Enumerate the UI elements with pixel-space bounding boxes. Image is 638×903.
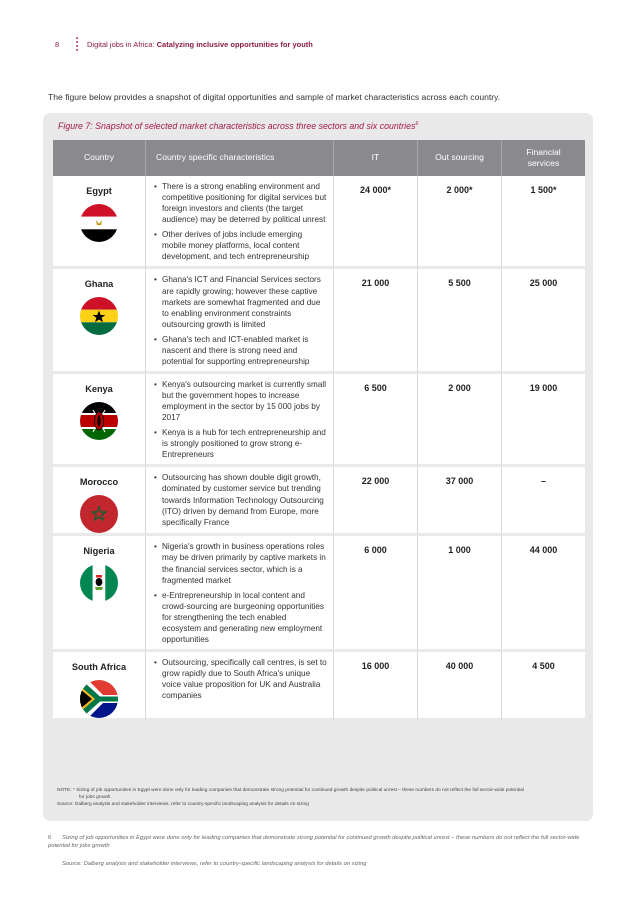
- characteristics-cell: [146, 536, 334, 652]
- table-row: [53, 652, 585, 721]
- nigeria-flag-icon: [80, 564, 118, 602]
- bullet-icon: •: [154, 590, 157, 600]
- it-jobs-cell: 6 000: [334, 536, 418, 652]
- page-footnote: [48, 834, 593, 868]
- it-jobs-cell: 24 000*: [334, 176, 418, 269]
- table-row: [53, 536, 585, 652]
- market-table: [53, 140, 585, 721]
- country-name: Morocco: [79, 477, 119, 488]
- financial-jobs-cell: 25 000: [502, 269, 585, 374]
- bullet-icon: •: [154, 657, 157, 667]
- outsourcing-jobs-cell: 40 000: [418, 652, 502, 721]
- outsourcing-jobs-cell: 2 000*: [418, 176, 502, 269]
- it-jobs-cell: 21 000: [334, 269, 418, 374]
- country-cell: [53, 467, 146, 536]
- country-name: Ghana: [84, 279, 114, 290]
- country-cell: [53, 176, 146, 269]
- footnote-text: Sizing of job opportunities in Egypt were done only for leading companies that demonstrate strong potential for continued growth despite political unrest – these numbers do not reflect the full sector-wide potential for jobs growth: [48, 835, 580, 850]
- egypt-flag-icon: [80, 204, 118, 242]
- bullet-text: Ghana's tech and ICT-enabled market is nascent and there is strong need and potential for supporting entrepreneurship: [162, 334, 310, 366]
- financial-jobs-cell: 44 000: [502, 536, 585, 652]
- dots-divider-icon: [69, 36, 87, 52]
- note-line: NOTE: * Sizing of job opportunities in Egypt were done only for leading companies that demonstrate strong potential for continued growth despite political unrest – these numbers do not reflect the full sector-wide potential: [57, 788, 524, 793]
- bullet-item: [154, 229, 327, 262]
- country-cell: [53, 536, 146, 652]
- header-it: IT: [334, 140, 418, 176]
- bullet-icon: •: [154, 334, 157, 344]
- bullet-icon: •: [154, 275, 157, 285]
- outsourcing-jobs-cell: 1 000: [418, 536, 502, 652]
- note-source: Source: Dalberg analysis and stakeholder interviews, refer to country-specific landscaping analysis for details on sizing: [57, 802, 309, 808]
- header-outsourcing-text: Out sourcing: [435, 152, 484, 163]
- bullet-icon: •: [154, 542, 157, 552]
- country-cell: [53, 652, 146, 721]
- note-line: for jobs growth: [79, 795, 111, 801]
- characteristics-cell: [146, 467, 334, 536]
- it-jobs-cell: 16 000: [334, 652, 418, 721]
- south-africa-flag-icon: [80, 680, 118, 718]
- bullet-icon: •: [154, 230, 157, 240]
- country-cell: [53, 269, 146, 374]
- figure-title-text: Figure 7: Snapshot of selected market characteristics across three sectors and six countries: [58, 121, 416, 131]
- bullet-text: Ghana's ICT and Financial Services sectors are rapidly growing; however these captive markets are somewhat fragmented and due to enabling environment constraints outsourcing growth is limited: [162, 275, 321, 329]
- financial-jobs-cell: 19 000: [502, 374, 585, 467]
- financial-jobs-cell: 1 500*: [502, 176, 585, 269]
- bullet-icon: •: [154, 182, 157, 191]
- morocco-flag-icon: [80, 495, 118, 533]
- footnote-number: 6: [48, 835, 52, 841]
- table-row: [53, 374, 585, 467]
- kenya-flag-icon: [80, 402, 118, 440]
- bullet-item: [154, 590, 327, 645]
- table-header-row: [53, 140, 585, 176]
- document-title: [87, 40, 313, 49]
- bullet-text: Outsourcing, specifically call centres, is set to grow rapidly due to South Africa's unique voice value proposition for UK and Australia companies: [162, 657, 327, 701]
- characteristics-cell: [146, 374, 334, 467]
- bullet-item: [154, 379, 327, 423]
- header-financial: [502, 140, 585, 176]
- bullet-item: [154, 657, 327, 701]
- bullet-item: [154, 334, 327, 367]
- page-header: [55, 36, 313, 52]
- header-characteristics: Country specific characteristics: [146, 140, 334, 176]
- bullet-text: Kenya is a hub for tech entrepreneurship and is strongly positioned to grow strong e-Entrepreneurs: [162, 428, 326, 460]
- header-country: Country: [53, 140, 146, 176]
- outsourcing-jobs-cell: 5 500: [418, 269, 502, 374]
- bullet-text: Kenya's outsourcing market is currently small but the government hopes to increase employment in the sector by 15 000 jobs by 2017: [162, 379, 327, 423]
- bullet-text: e-Entrepreneurship in local content and crowd-sourcing are burgeoning opportunities for strengthening the tech enabled ecosystem and generating new employment opportunities: [162, 590, 325, 644]
- bullet-icon: •: [154, 379, 157, 389]
- bullet-item: [154, 472, 327, 527]
- title-plain: Digital jobs in Africa:: [87, 39, 157, 49]
- table-row: [53, 176, 585, 269]
- header-outsourcing: [418, 140, 502, 176]
- table-row: [53, 269, 585, 374]
- bullet-text: Outsourcing has shown double digit growth, dominated by customer service but trending towards Information Technology Outsourcing (ITO) driven by demand from Europe, more specifically France: [162, 473, 324, 527]
- footnote-source: Source: Dalberg analysis and stakeholder interviews, refer to country-specific landscaping analysis for details on sizing: [62, 860, 367, 867]
- it-jobs-cell: 22 000: [334, 467, 418, 536]
- header-financial-text: Financial services: [526, 146, 561, 168]
- country-name: Nigeria: [83, 546, 115, 557]
- characteristics-cell: [146, 176, 334, 269]
- it-jobs-cell: 6 500: [334, 374, 418, 467]
- table-row: [53, 467, 585, 536]
- figure-title: [58, 121, 418, 131]
- bullet-text: Other derives of jobs include emerging mobile money platforms, local content development, and tech entrepreneurship: [162, 230, 310, 262]
- bullet-icon: •: [154, 473, 157, 483]
- bullet-icon: •: [154, 428, 157, 438]
- country-name: South Africa: [71, 661, 127, 672]
- financial-jobs-cell: –: [502, 467, 585, 536]
- title-bold: Catalyzing inclusive opportunities for youth: [156, 39, 313, 49]
- bullet-text: There is a strong enabling environment and competitive positioning for digital services but foreign investors and clients (the target audience) may be deterred by political unrest: [162, 182, 327, 225]
- financial-jobs-cell: 4 500: [502, 652, 585, 721]
- ghana-flag-icon: [80, 297, 118, 335]
- country-cell: [53, 374, 146, 467]
- intro-paragraph: The figure below provides a snapshot of digital opportunities and sample of market characteristics across each country.: [48, 92, 501, 102]
- outsourcing-jobs-cell: 2 000: [418, 374, 502, 467]
- bullet-item: [154, 181, 327, 225]
- characteristics-cell: [146, 652, 334, 721]
- footnote-ref: 6: [415, 121, 419, 128]
- page-number: 8: [55, 39, 60, 49]
- country-name: Kenya: [85, 383, 113, 394]
- characteristics-cell: [146, 269, 334, 374]
- bullet-item: [154, 541, 327, 585]
- table-note: [57, 787, 577, 809]
- bullet-item: [154, 427, 327, 460]
- outsourcing-jobs-cell: 37 000: [418, 467, 502, 536]
- bullet-item: [154, 274, 327, 329]
- bullet-text: Nigeria's growth in business operations roles may be driven primarily by captive markets in the financial services sector, which is a fragmented market: [162, 542, 326, 585]
- figure-panel: [43, 113, 593, 821]
- country-name: Egypt: [86, 186, 112, 196]
